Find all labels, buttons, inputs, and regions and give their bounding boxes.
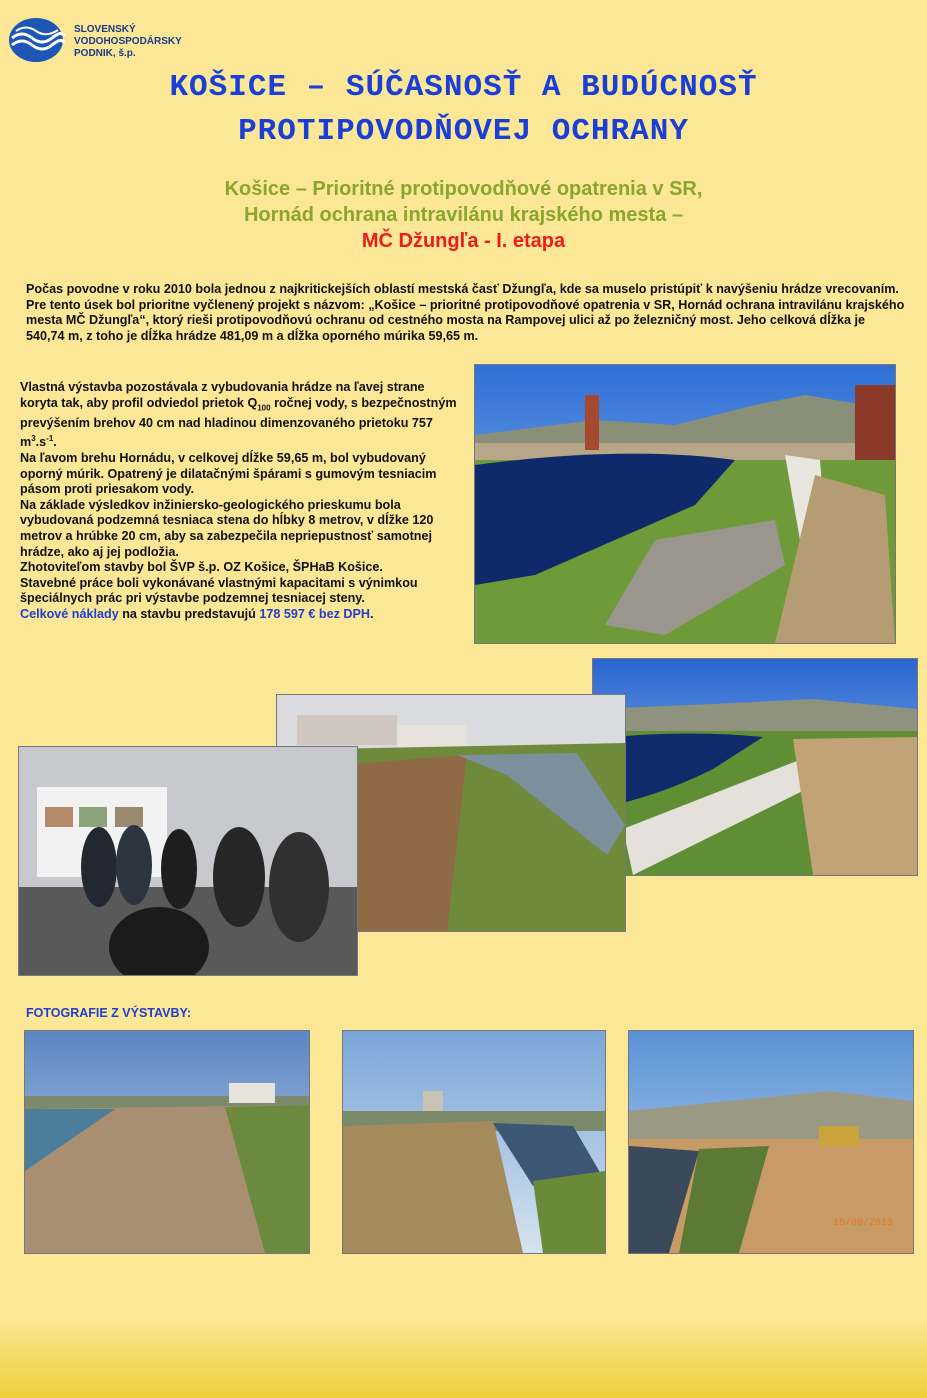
body-paragraph-2: Na ľavom brehu Hornádu, v celkovej dĺžke 59,65 m, bol vybudovaný oporný múrik. Opatrený je dilatačnými špárami s gumovým tesniacim pásom proti priesakom vody. — [20, 451, 437, 497]
body-text — [20, 380, 460, 623]
body-paragraph-4: Zhotoviteľom stavby bol ŠVP š.p. OZ Košice, ŠPHaB Košice. — [20, 560, 383, 575]
intro-paragraph: Počas povodne v roku 2010 bola jednou z najkritickejších oblastí mestská časť Džungľa, kde sa muselo pristúpiť k navýšeniu hrádze vrecovaním. Pre tento úsek bol prioritne vyčlenený projekt s názvom: „Košice – prioritné protipovodňové opatrenia v SR, Hornád ochrana intravilánu krajského mesta MČ Džungľa“, ktorý rieši protipovodňovú ochranu od cestného mosta na Rampovej ulici až po železničný most. Jeho celková dĺžka je 540,74 m, z toho je dĺžka hrádze 481,09 m a dĺžka oporného múrika 59,65 m. — [26, 282, 905, 343]
photo-river-embankment — [474, 364, 896, 644]
construction-photo-3 — [628, 1030, 914, 1254]
subtitle — [0, 176, 927, 254]
photos-section-heading: FOTOGRAFIE Z VÝSTAVBY: — [26, 1006, 192, 1020]
company-logo — [8, 14, 238, 64]
photo-press-conference — [18, 746, 358, 976]
logo-line-2: VODOHOSPODÁRSKY — [74, 36, 182, 47]
construction-photo-1 — [24, 1030, 310, 1254]
logo-line-1: SLOVENSKÝ — [74, 24, 136, 35]
subtitle-line-2: Hornád ochrana intravilánu krajského mesta – — [243, 204, 684, 226]
body-paragraph-3: Na základe výsledkov inžiniersko-geologického prieskumu bola vybudovaná podzemná tesniaca stena do hĺbky 8 metrov, v dĺžke 120 metrov a hrúbke 20 cm, aby sa zabezpečila nepriepustnosť samotnej hrádze, ako aj jej podložia. — [20, 497, 434, 559]
decorative-footer-band — [0, 1318, 927, 1398]
body-paragraph-5: Stavebné práce boli vykonávané vlastnými kapacitami s výnimkou špeciálnych prác pri výstavbe podzemnej tesniacej steny. — [20, 575, 418, 606]
construction-photo-2 — [342, 1030, 606, 1254]
logo-line-3: PODNIK, š.p. — [74, 48, 136, 59]
subtitle-line-1: Košice – Prioritné protipovodňové opatrenia v SR, — [224, 178, 703, 200]
page-title-line-1: KOŠICE – SÚČASNOSŤ A BUDÚCNOSŤ — [169, 70, 758, 105]
water-logo-icon — [8, 14, 68, 64]
cost-line: Celkové náklady na stavbu predstavujú 178 597 € bez DPH. — [20, 607, 374, 622]
page-title-line-2: PROTIPOVODŇOVEJ OCHRANY — [238, 114, 689, 149]
photo-retaining-wall — [592, 658, 918, 876]
logo-text — [74, 24, 182, 60]
photo-date-stamp: 15/09/2013 — [832, 1218, 893, 1229]
subtitle-line-3: MČ Džungľa - I. etapa — [361, 230, 566, 252]
body-paragraph-1: Vlastná výstavba pozostávala z vybudovania hrádze na ľavej strane koryta tak, aby profil odviedol prietok $Q_{100}$ ročnej vody, s bezpečnostným prevýšením brehov 40 cm nad hladinou dimenzovaného prietoku 757 $m^3.s^{-1}$. — [20, 380, 457, 450]
